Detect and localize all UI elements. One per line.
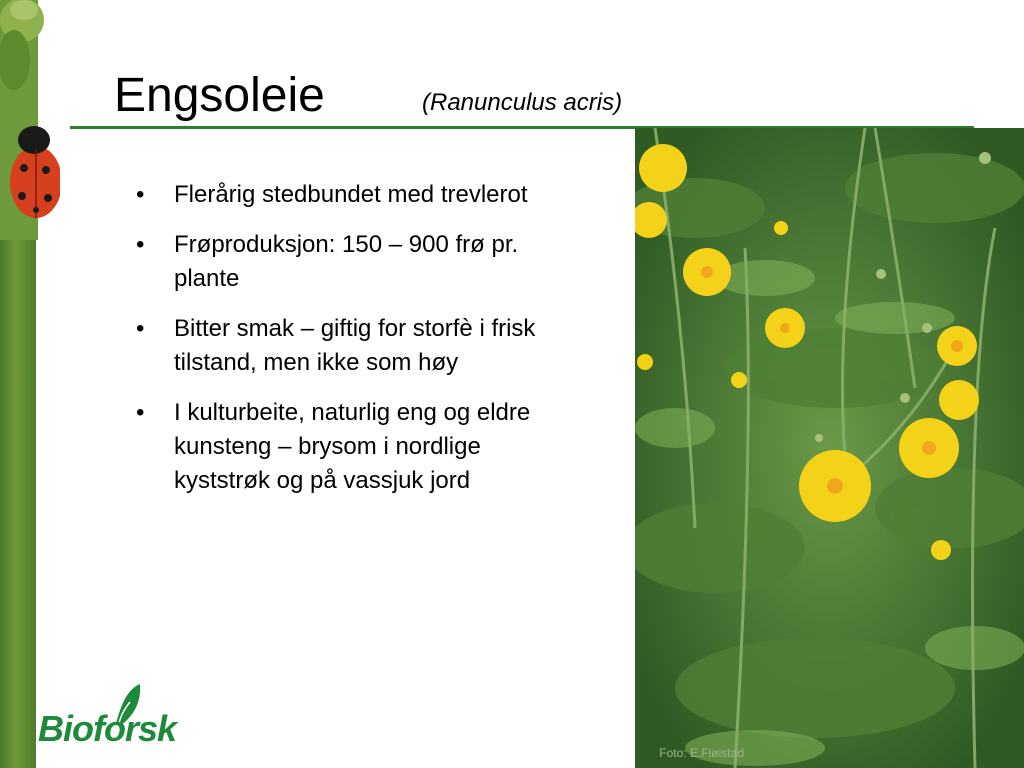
buttercup-photo-illustration [635, 128, 1024, 768]
bullet-text: I kulturbeite, naturlig eng og eldre kunsteng – brysom i nordlige kyststrøk og på vassjuk jord [174, 399, 531, 494]
plant-stem-ladybug-decoration [0, 0, 60, 240]
logo-wordmark: Bioforsk [38, 708, 177, 749]
bullet-list [132, 178, 552, 514]
bullet-text: Frøproduksjon: 150 – 900 frø pr. plante [174, 231, 519, 292]
bullet-item [132, 228, 552, 296]
bullet-item [132, 396, 552, 498]
bullet-glyph: • [136, 181, 145, 208]
bullet-glyph: • [136, 315, 145, 342]
bullet-glyph: • [136, 399, 145, 426]
buttercup-photo [635, 128, 1024, 768]
bullet-text: Flerårig stedbundet med trevlerot [174, 181, 528, 208]
slide-subtitle: (Ranunculus acris) [422, 89, 623, 116]
bullet-item [132, 178, 552, 212]
bullet-glyph: • [136, 231, 145, 258]
bioforsk-logo [38, 684, 188, 758]
photo-credit: Foto: E.Fløistad [659, 746, 744, 760]
slide-title: Engsoleie [114, 69, 325, 122]
bullet-text: Bitter smak – giftig for storfè i frisk tilstand, men ikke som høy [174, 315, 536, 376]
bullet-item [132, 312, 552, 380]
